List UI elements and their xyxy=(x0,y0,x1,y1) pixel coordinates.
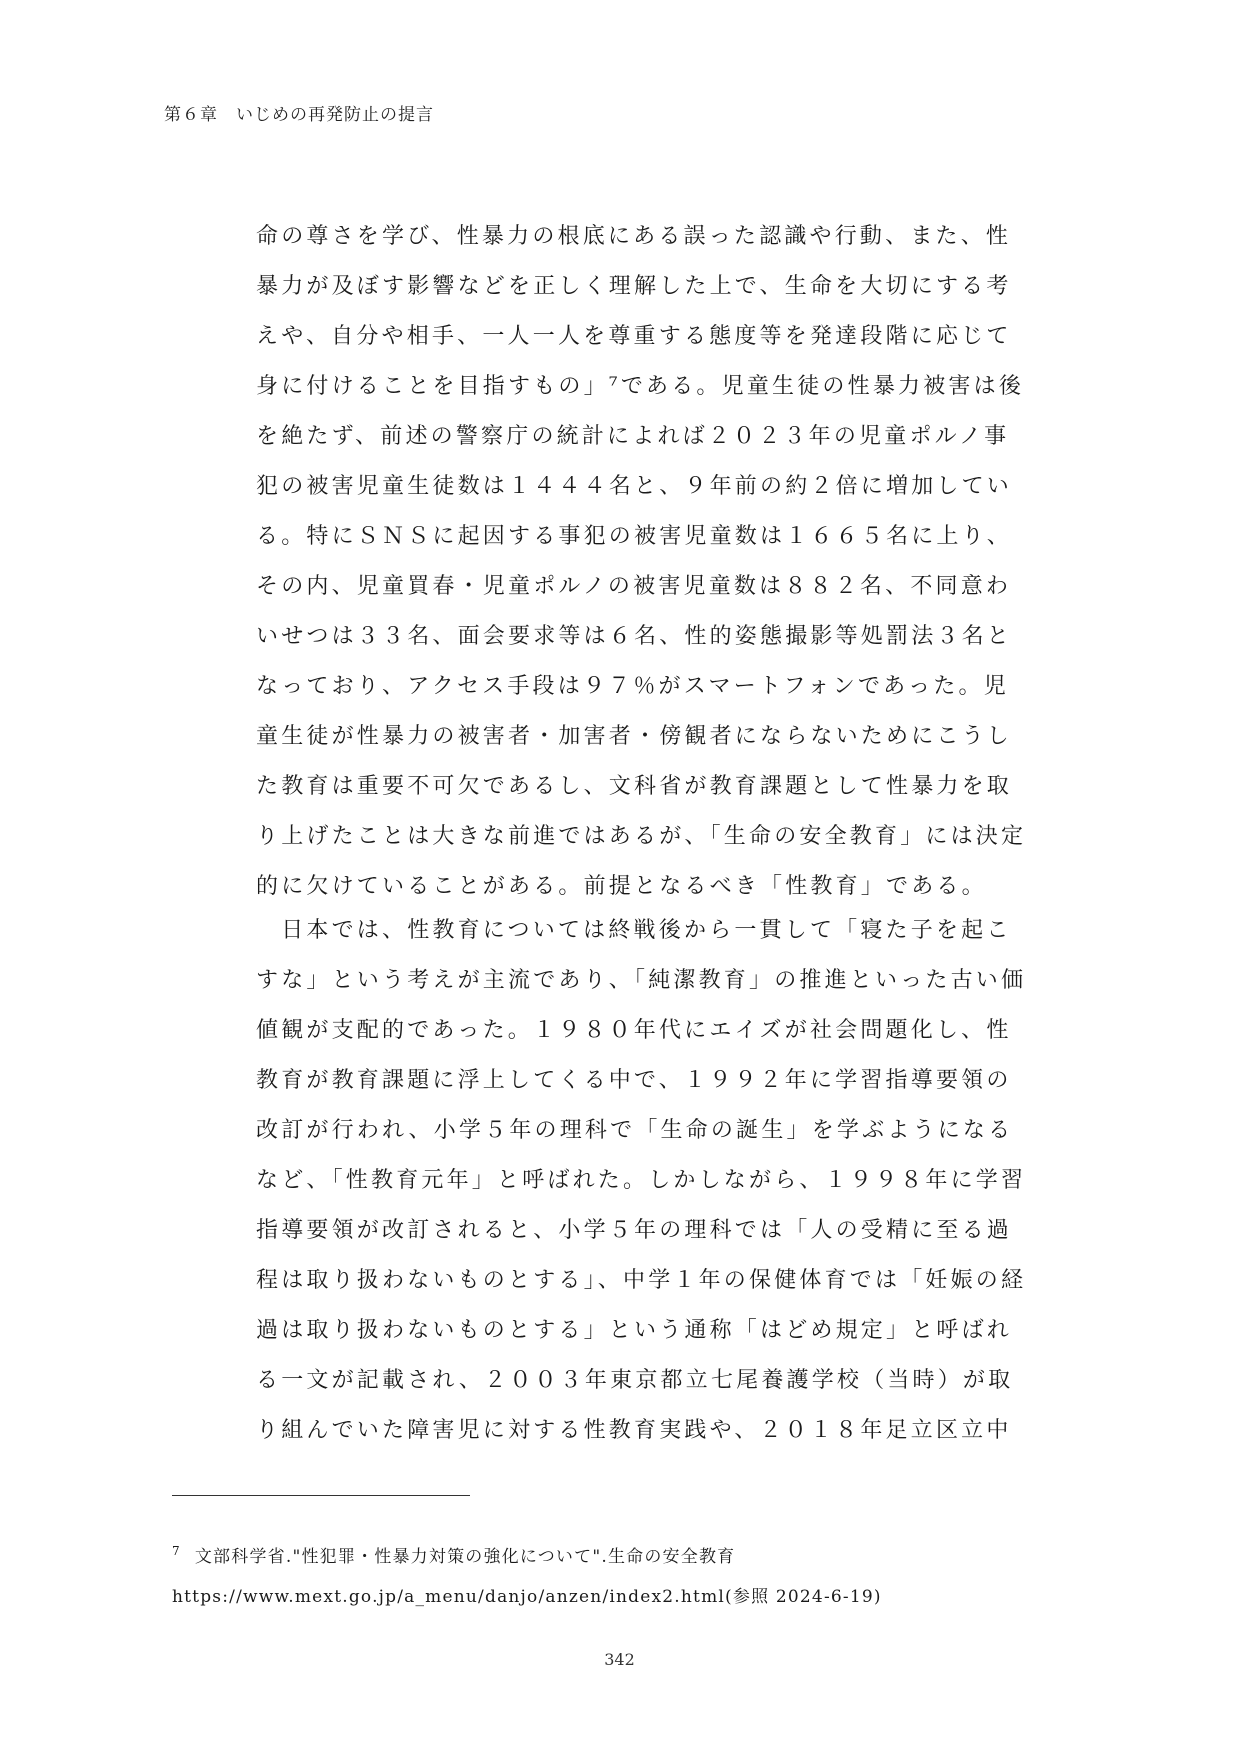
footnote-url[interactable]: https://www.mext.go.jp/a_menu/danjo/anzen/index2.html(参照 2024-6-19) xyxy=(172,1587,882,1607)
text-line: 童生徒が性暴力の被害者・加害者・傍観者にならないためにこうし xyxy=(256,724,1013,749)
text-line: を絶たず、前述の警察庁の統計によれば２０２３年の児童ポルノ事 xyxy=(256,424,1010,449)
text-line: 指導要領が改訂されると、小学５年の理科では「人の受精に至る過 xyxy=(256,1218,1013,1243)
text-line: 日本では、性教育については終戦後から一貫して「寝た子を起こ xyxy=(256,918,1012,943)
text-line: なっており、アクセス手段は９７％がスマートフォンであった。児 xyxy=(256,674,1009,699)
running-header: 第６章 いじめの再発防止の提言 xyxy=(164,105,434,125)
paragraph-1 xyxy=(256,212,1056,912)
text-line: 暴力が及ぼす影響などを正しく理解した上で、生命を大切にする考 xyxy=(256,274,1012,299)
text-line: る。特にＳＮＳに起因する事犯の被害児童数は１６６５名に上り、 xyxy=(256,524,1013,549)
text-line: る一文が記載され、２００３年東京都立七尾養護学校（当時）が取 xyxy=(256,1368,1014,1393)
text-line: その内、児童買春・児童ポルノの被害児童数は８８２名、不同意わ xyxy=(256,574,1012,599)
text-line: り組んでいた障害児に対する性教育実践や、２０１８年足立区立中 xyxy=(256,1418,1012,1443)
text-line: 過は取り扱わないものとする」という通称「はどめ規定」と呼ばれ xyxy=(256,1318,1013,1343)
text-line: 身に付けることを目指すもの」⁷である。児童生徒の性暴力被害は後 xyxy=(256,374,1025,399)
text-line: 的に欠けていることがある。前提となるべき「性教育」である。 xyxy=(256,874,987,899)
text-line: 改訂が行われ、小学５年の理科で「生命の誕生」を学ぶようになる xyxy=(256,1118,1014,1143)
footnote-marker: 7 xyxy=(172,1544,181,1559)
text-line: 命の尊さを学び、性暴力の根底にある誤った認識や行動、また、性 xyxy=(256,224,1012,249)
text-line: いせつは３３名、面会要求等は６名、性的姿態撮影等処罰法３名と xyxy=(256,624,1013,649)
paragraph-2 xyxy=(256,906,1056,1456)
footnote-divider xyxy=(172,1495,470,1496)
page-number: 342 xyxy=(604,1650,635,1669)
text-line: えや、自分や相手、一人一人を尊重する態度等を発達段階に応じて xyxy=(256,324,1012,349)
text-line: 値観が支配的であった。１９８０年代にエイズが社会問題化し、性 xyxy=(256,1018,1012,1043)
text-line: 教育が教育課題に浮上してくる中で、１９９２年に学習指導要領の xyxy=(256,1068,1012,1093)
text-line: り上げたことは大きな前進ではあるが、「生命の安全教育」には決定 xyxy=(256,824,1027,849)
footnote xyxy=(172,1542,1132,1567)
text-line: 程は取り扱わないものとする」、中学１年の保健体育では「妊娠の経 xyxy=(256,1268,1027,1293)
footnote-citation: 文部科学省."性犯罪・性暴力対策の強化について".生命の安全教育 xyxy=(194,1547,736,1567)
text-line: など、「性教育元年」と呼ばれた。しかしながら、１９９８年に学習 xyxy=(256,1168,1027,1193)
text-line: すな」という考えが主流であり、「純潔教育」の推進といった古い価 xyxy=(256,968,1027,993)
text-line: 犯の被害児童生徒数は１４４４名と、９年前の約２倍に増加してい xyxy=(256,474,1013,499)
text-line: た教育は重要不可欠であるし、文科省が教育課題として性暴力を取 xyxy=(256,774,1013,799)
